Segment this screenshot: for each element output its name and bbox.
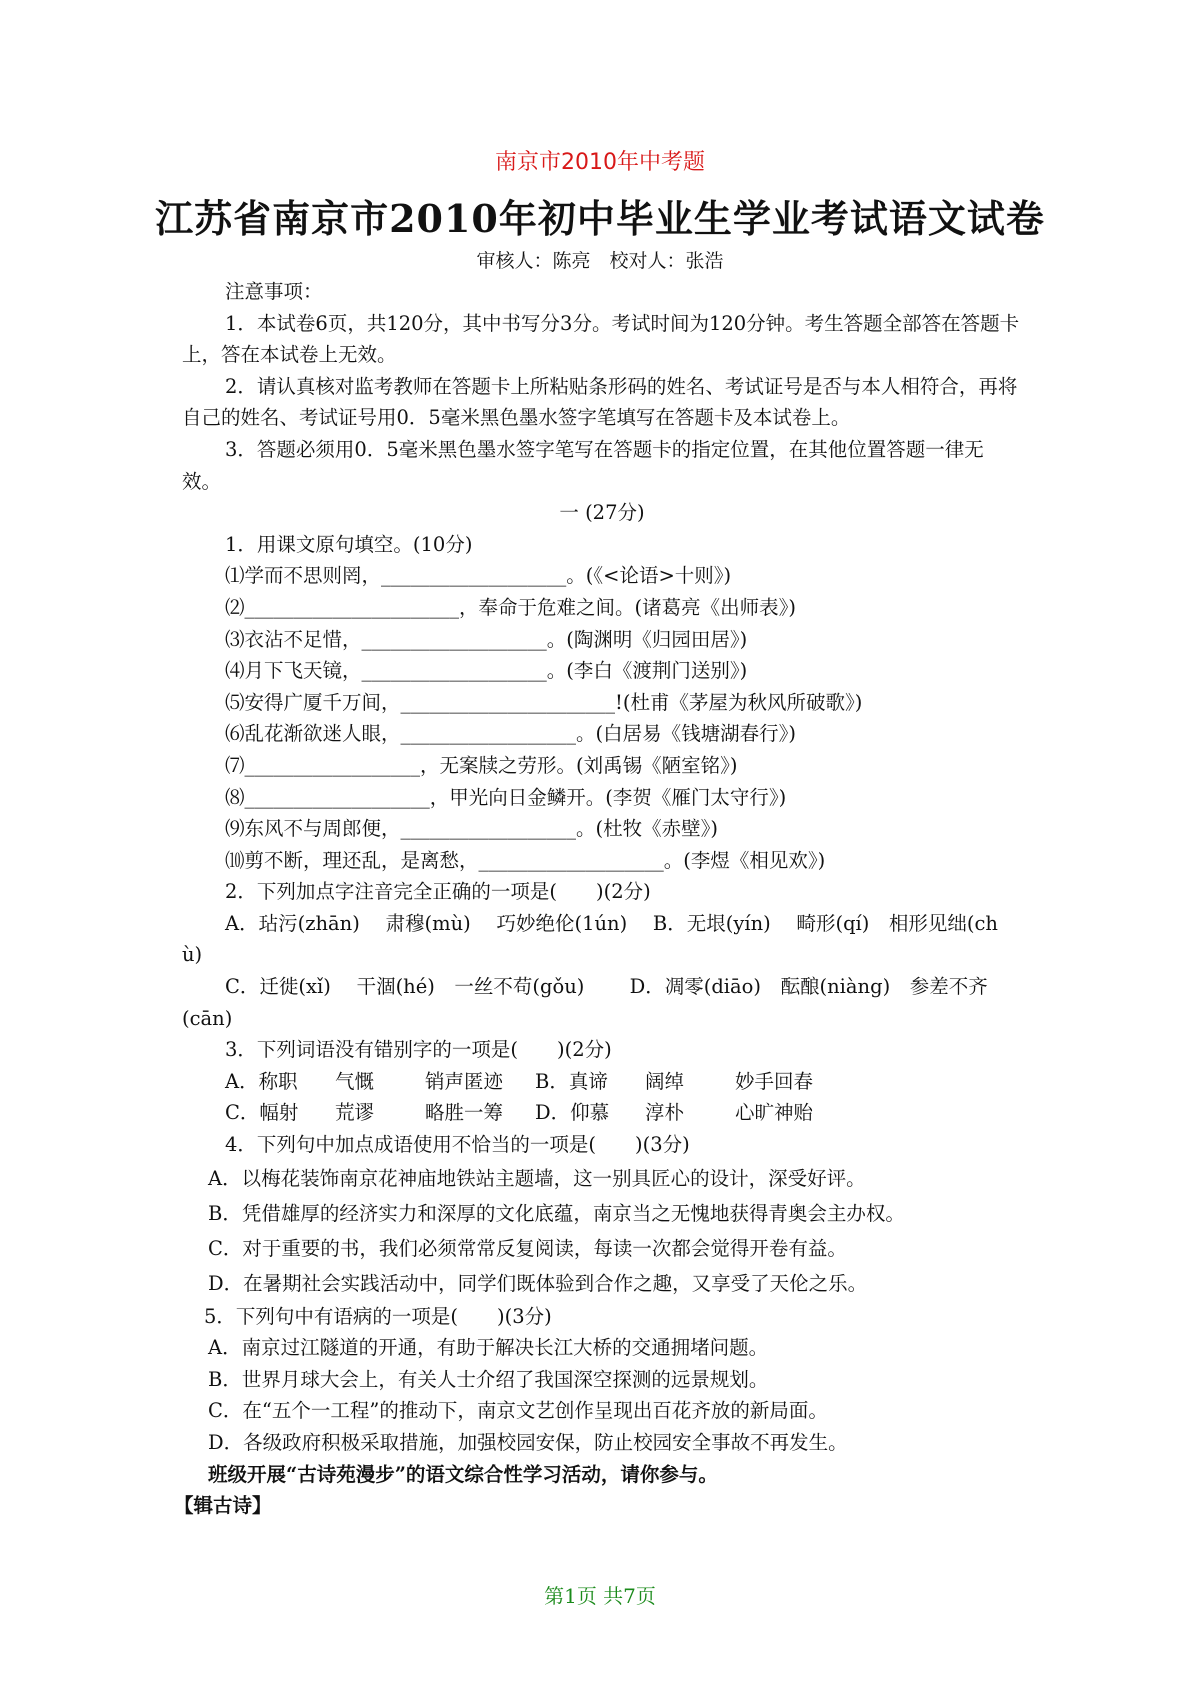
q3-option: 淳朴	[645, 1101, 685, 1125]
question-2-stem: 2．下列加点字注音完全正确的一项是( )(2分)	[225, 880, 651, 904]
q3-option: 荒谬	[335, 1101, 375, 1125]
q3-option: 心旷神贻	[735, 1101, 814, 1125]
fill-blank-line: ⑽剪不断，理还乱，是离愁，___________________。(李煜《相见欢》)	[225, 848, 826, 872]
exam-title: 江苏省南京市2010年初中毕业生学业考试语文试卷	[155, 196, 1045, 241]
q3-option: A．称职	[225, 1069, 298, 1093]
activity-intro: 班级开展“古诗苑漫步”的语文综合性学习活动，请你参与。	[208, 1462, 718, 1486]
q3-option: C．幅射	[225, 1101, 299, 1125]
q3-option: 阔绰	[645, 1069, 685, 1093]
subsection-heading: 【辑古诗】	[174, 1494, 272, 1518]
q2-option-continuation: ù)	[182, 943, 203, 967]
q2-option-line: C．迁徙(xǐ) 干涸(hé) 一丝不苟(gǒu) D．凋零(diāo) 酝酿(niàng) 参差不齐	[225, 975, 988, 999]
q3-option: 销声匿迹	[425, 1069, 504, 1093]
fill-blank-line: ⑼东风不与周郎便，__________________。(杜牧《赤壁》)	[225, 817, 718, 841]
q3-option: B．真谛	[535, 1069, 608, 1093]
q5-option: D．各级政府积极采取措施，加强校园安保，防止校园安全事故不再发生。	[208, 1431, 848, 1454]
exam-body	[174, 276, 1022, 1522]
q4-option: D．在暑期社会实践活动中，同学们既体验到合作之趣，又享受了天伦之乐。	[208, 1271, 868, 1295]
question-4-stem: 4．下列句中加点成语使用不恰当的一项是( )(3分)	[225, 1133, 690, 1157]
q3-option: 气慨	[335, 1069, 375, 1093]
question-1-stem: 1．用课文原句填空。(10分)	[225, 532, 473, 556]
note-item: 1．本试卷6页，共120分，其中书写分3分。考试时间为120分钟。考生答题全部答在答题卡上，答在本试卷上无效。	[182, 311, 1020, 367]
q3-options-row	[182, 1066, 1022, 1098]
fill-blank-line: ⑺__________________，无案牍之劳形。(刘禹锡《陋室铭》)	[225, 753, 738, 777]
note-item: 2．请认真核对监考教师在答题卡上所粘贴条形码的姓名、考试证号是否与本人相符合，再将自己的姓名、考试证号用0．5毫米黑色墨水签字笔填写在答题卡及本试卷上。	[182, 374, 1018, 430]
fill-blank-line: ⑶衣沾不足惜，___________________。(陶渊明《归园田居》)	[225, 627, 748, 651]
q3-option: 略胜一筹	[425, 1101, 504, 1125]
q2-option-continuation: (cān)	[182, 1006, 233, 1030]
q5-option: B．世界月球大会上，有关人士介绍了我国深空探测的远景规划。	[208, 1367, 769, 1391]
note-item: 3．答题必须用0．5毫米黑色墨水签字笔写在答题卡的指定位置，在其他位置答题一律无效。	[182, 437, 984, 493]
fill-blank-line: ⑸安得广厦千万间，______________________!(杜甫《茅屋为秋风所破歌》)	[225, 690, 863, 714]
question-3-stem: 3．下列词语没有错别字的一项是( )(2分)	[225, 1038, 612, 1062]
question-5-stem: 5．下列句中有语病的一项是( )(3分)	[204, 1304, 552, 1328]
section-heading: 一 (27分)	[559, 501, 645, 525]
fill-blank-line: ⑷月下飞天镜，___________________。(李白《渡荆门送别》)	[225, 659, 748, 683]
q4-option: A．以梅花装饰南京花神庙地铁站主题墙，这一别具匠心的设计，深受好评。	[208, 1166, 866, 1190]
q5-option: C．在“五个一工程”的推动下，南京文艺创作呈现出百花齐放的新局面。	[208, 1399, 828, 1423]
fill-blank-line: ⑴学而不思则罔，___________________。(《<论语>十则》)	[225, 564, 732, 588]
q3-option: D．仰慕	[535, 1101, 610, 1125]
q5-option: A．南京过江隧道的开通，有助于解决长江大桥的交通拥堵问题。	[208, 1336, 769, 1360]
source-title: 南京市2010年中考题	[495, 150, 705, 175]
reviewers-line: 审核人：陈亮 校对人：张浩	[476, 250, 724, 272]
q3-options-row	[182, 1097, 1022, 1129]
q4-option: C．对于重要的书，我们必须常常反复阅读，每读一次都会觉得开卷有益。	[208, 1236, 847, 1260]
fill-blank-line: ⑵______________________，奉命于危难之间。(诸葛亮《出师表》)	[225, 595, 796, 619]
fill-blank-line: ⑹乱花渐欲迷人眼，__________________。(白居易《钱塘湖春行》)	[225, 722, 796, 746]
q3-option: 妙手回春	[735, 1069, 814, 1093]
page-footer: 第1页 共7页	[544, 1584, 656, 1608]
q4-option: B．凭借雄厚的经济实力和深厚的文化底蕴，南京当之无愧地获得青奥会主办权。	[208, 1201, 905, 1225]
fill-blank-line: ⑻___________________，甲光向日金鳞开。(李贺《雁门太守行》)	[225, 785, 787, 809]
notes-heading: 注意事项：	[225, 280, 323, 303]
q2-option-line: A．玷污(zhān) 肃穆(mù) 巧妙绝伦(1ún) B．无垠(yín) 畸形(qí) 相形见绌(ch	[225, 911, 998, 935]
